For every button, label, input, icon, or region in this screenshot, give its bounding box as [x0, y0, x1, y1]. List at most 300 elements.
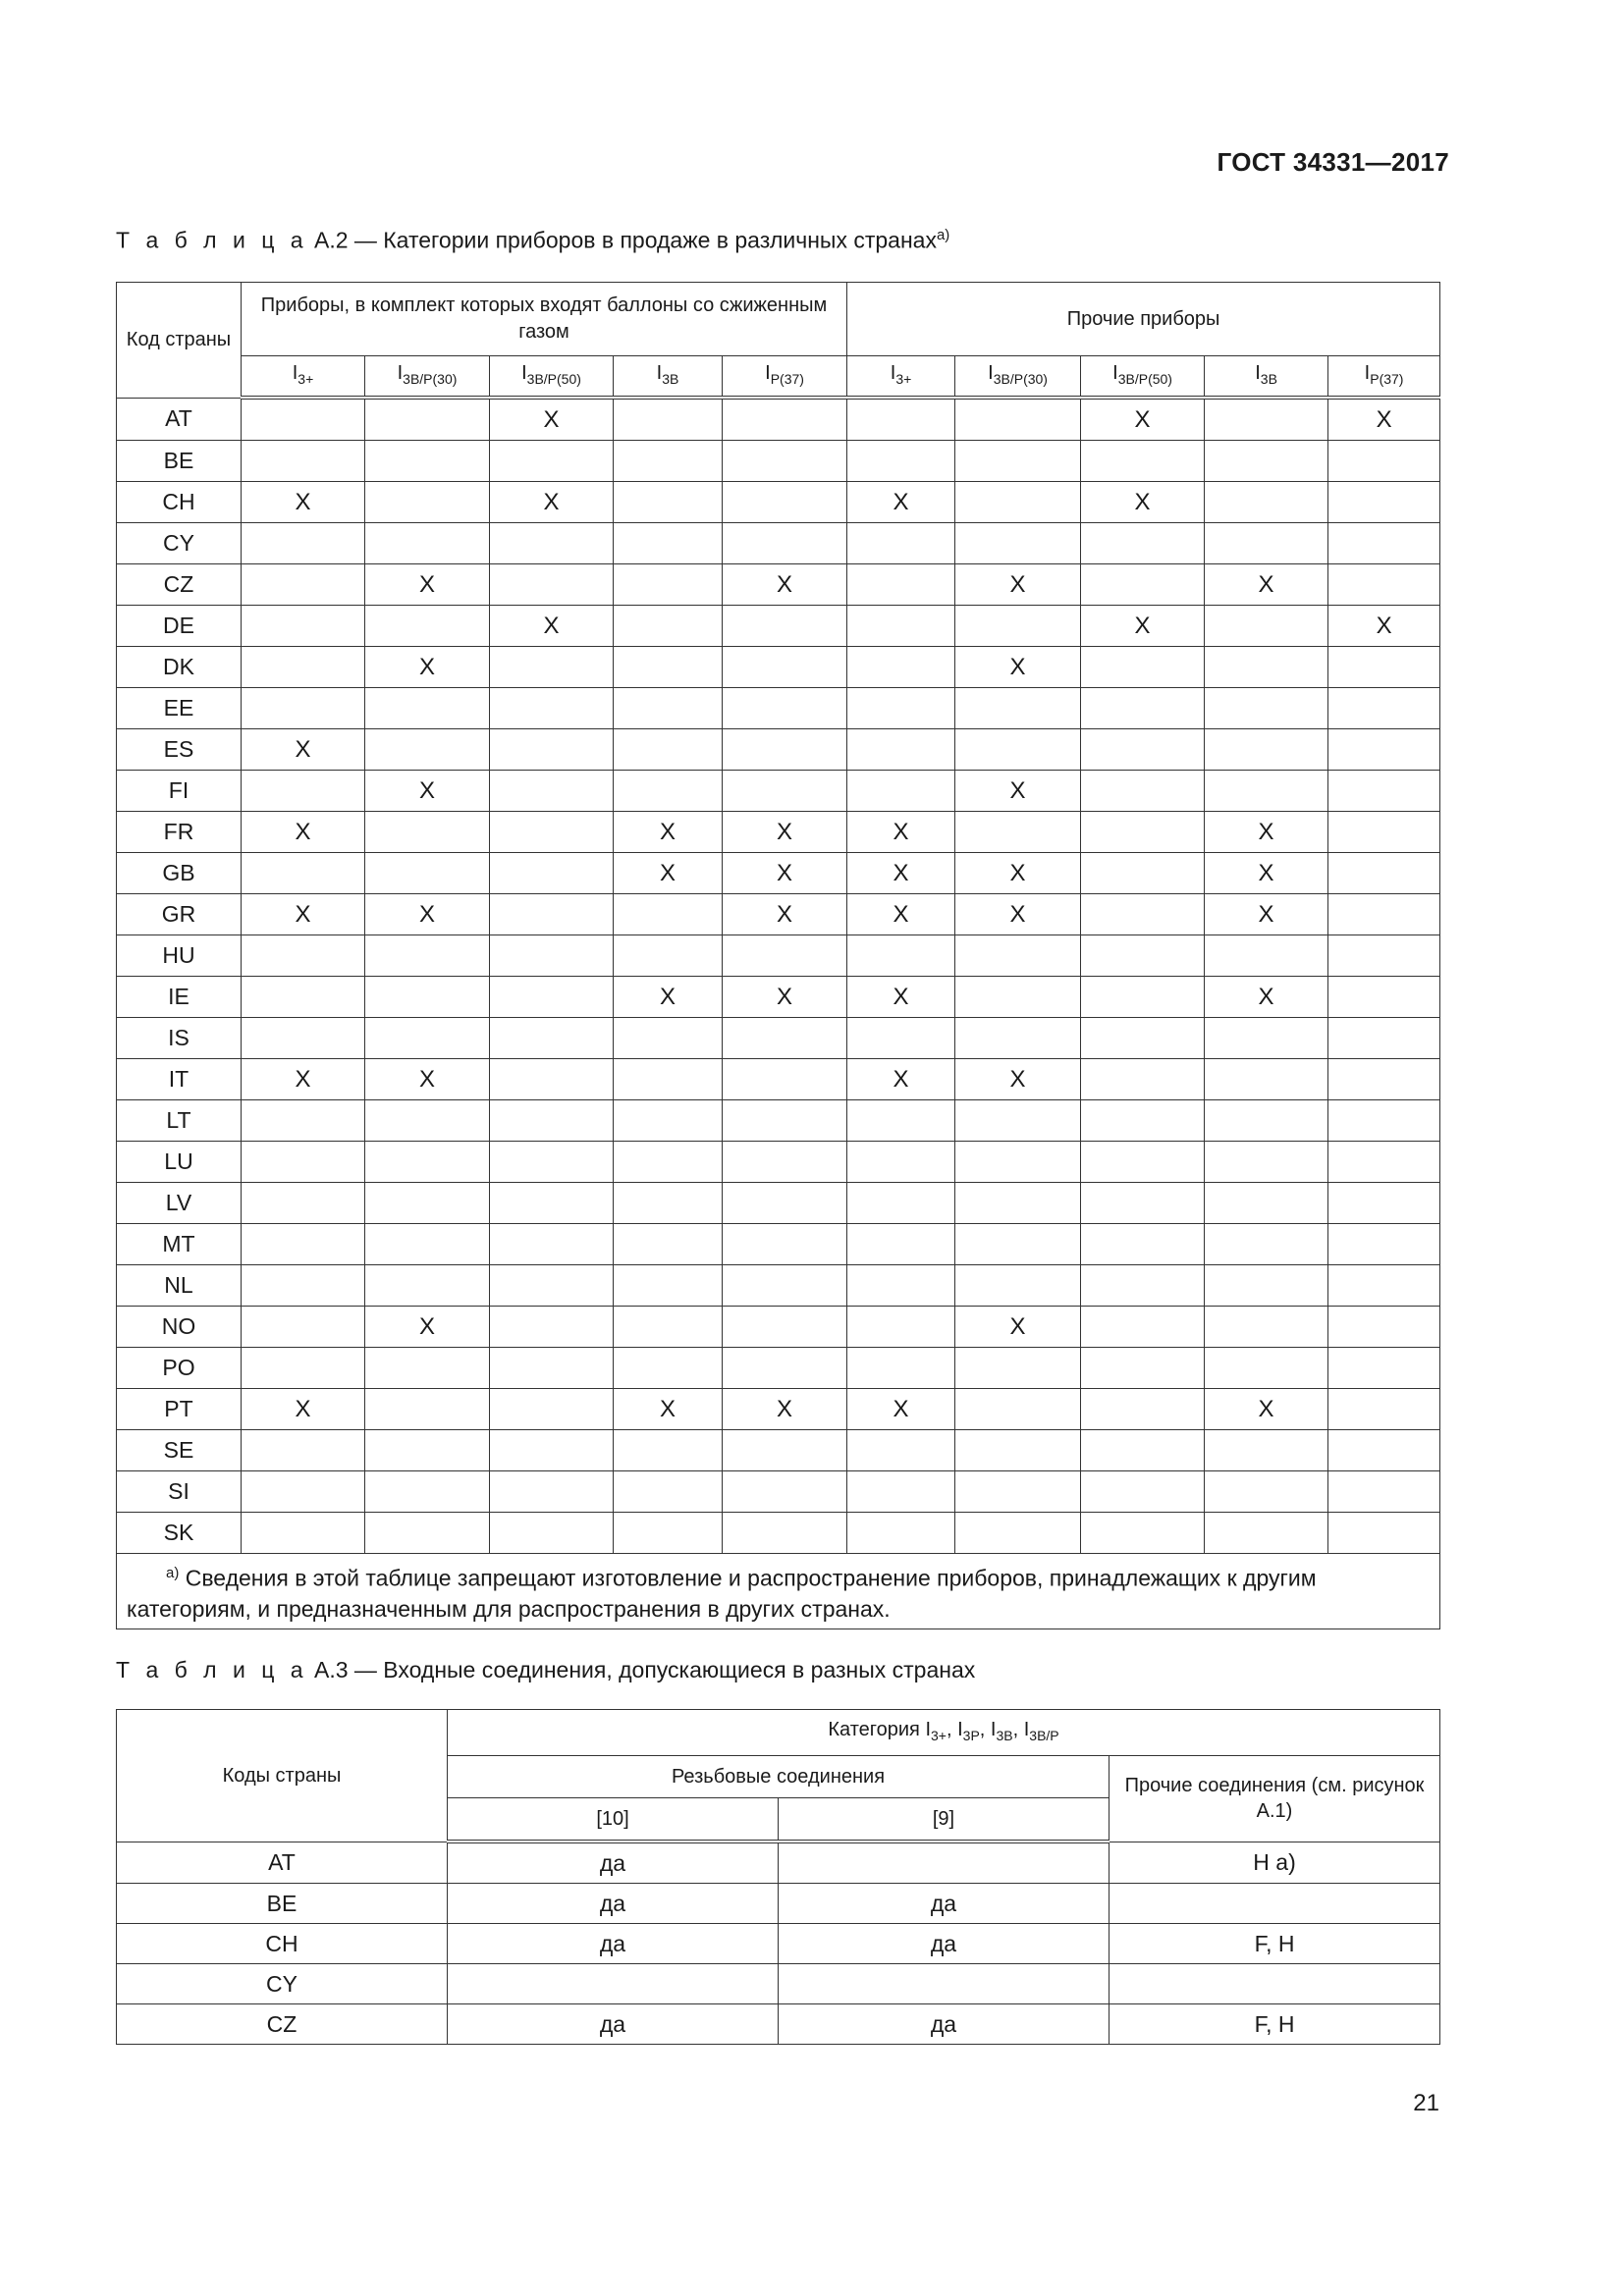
mark-cell: [1205, 1513, 1328, 1554]
caption-label: Т а б л и ц а: [116, 1657, 308, 1682]
mark-cell: [1328, 812, 1440, 853]
country-code-cell: BE: [117, 1884, 448, 1924]
mark-cell: [365, 1224, 490, 1265]
mark-cell: X: [365, 894, 490, 935]
table-a2: [116, 282, 1440, 1629]
mark-cell: [365, 398, 490, 441]
mark-cell: [847, 1348, 955, 1389]
mark-cell: [847, 1142, 955, 1183]
mark-cell: [1328, 1059, 1440, 1100]
category-separator: ,: [979, 1719, 991, 1740]
mark-cell: [242, 441, 365, 482]
table-row: [117, 1964, 1440, 2004]
mark-cell: X: [365, 564, 490, 606]
mark-cell: [614, 935, 723, 977]
mark-cell: [365, 1471, 490, 1513]
mark-cell: [1205, 523, 1328, 564]
country-code-cell: CH: [117, 482, 242, 523]
mark-cell: [847, 647, 955, 688]
category-prefix: Категория: [828, 1719, 926, 1740]
mark-cell: [242, 1471, 365, 1513]
mark-cell: [1328, 1224, 1440, 1265]
header-country-codes: Коды страны: [117, 1710, 448, 1842]
header-ref-10: [10]: [448, 1798, 779, 1842]
mark-cell: [1328, 564, 1440, 606]
mark-cell: [847, 1265, 955, 1307]
mark-cell: X: [955, 853, 1081, 894]
mark-cell: X: [242, 894, 365, 935]
mark-cell: X: [955, 564, 1081, 606]
mark-cell: [1081, 1430, 1205, 1471]
mark-cell: [955, 1430, 1081, 1471]
table-row: [117, 688, 1440, 729]
mark-cell: [242, 1142, 365, 1183]
category-base: I: [890, 361, 896, 384]
mark-cell: X: [242, 812, 365, 853]
mark-cell: [365, 606, 490, 647]
table-a2-caption: [116, 227, 949, 254]
mark-cell: [1205, 729, 1328, 771]
mark-cell: [1328, 1513, 1440, 1554]
mark-cell: [955, 1224, 1081, 1265]
mark-cell: [955, 1513, 1081, 1554]
mark-cell: [242, 688, 365, 729]
mark-cell: [242, 564, 365, 606]
mark-cell: [614, 1142, 723, 1183]
table-row: [117, 853, 1440, 894]
subheader-category: [365, 356, 490, 399]
mark-cell: X: [1328, 398, 1440, 441]
mark-cell: X: [242, 729, 365, 771]
mark-cell: [1328, 1307, 1440, 1348]
mark-cell: [614, 398, 723, 441]
country-code-cell: FR: [117, 812, 242, 853]
mark-cell: [955, 1265, 1081, 1307]
mark-cell: [1328, 1389, 1440, 1430]
table-row: [117, 1430, 1440, 1471]
mark-cell: [847, 935, 955, 977]
country-code-cell: NL: [117, 1265, 242, 1307]
mark-cell: [1328, 482, 1440, 523]
caption-text: А.2 — Категории приборов в продаже в различных странах: [307, 227, 937, 253]
mark-cell: [1081, 564, 1205, 606]
footnote-mark: a): [166, 1565, 180, 1581]
mark-cell: [365, 441, 490, 482]
mark-cell: [723, 398, 847, 441]
mark-cell: [242, 771, 365, 812]
country-code-cell: GB: [117, 853, 242, 894]
mark-cell: [1328, 1430, 1440, 1471]
mark-cell: [847, 729, 955, 771]
country-code-cell: MT: [117, 1224, 242, 1265]
other-connections-cell: [1110, 1964, 1440, 2004]
mark-cell: [1081, 647, 1205, 688]
mark-cell: [490, 729, 614, 771]
mark-cell: [1081, 688, 1205, 729]
mark-cell: [1328, 853, 1440, 894]
category-subscript: 3P: [962, 1728, 980, 1743]
table-row: [117, 1471, 1440, 1513]
mark-cell: [1205, 1059, 1328, 1100]
mark-cell: [614, 688, 723, 729]
mark-cell: X: [723, 853, 847, 894]
mark-cell: [955, 523, 1081, 564]
category-subscript: 3B: [1260, 370, 1277, 387]
mark-cell: [847, 1471, 955, 1513]
category-base: I: [1255, 361, 1261, 384]
mark-cell: [490, 523, 614, 564]
mark-cell: [955, 729, 1081, 771]
caption-footnote-mark: a): [936, 227, 950, 243]
mark-cell: [955, 688, 1081, 729]
mark-cell: [847, 688, 955, 729]
mark-cell: [490, 1430, 614, 1471]
mark-cell: [1081, 523, 1205, 564]
mark-cell: [955, 935, 1081, 977]
mark-cell: [1205, 1224, 1328, 1265]
mark-cell: [1081, 1513, 1205, 1554]
mark-cell: [614, 1100, 723, 1142]
table-a3-caption: [116, 1657, 975, 1683]
mark-cell: [955, 398, 1081, 441]
table-row: [117, 523, 1440, 564]
mark-cell: [242, 1430, 365, 1471]
mark-cell: [847, 1183, 955, 1224]
subheader-category: [1205, 356, 1328, 399]
mark-cell: [365, 688, 490, 729]
mark-cell: [365, 482, 490, 523]
threaded-10-cell: да: [448, 1924, 779, 1964]
mark-cell: [723, 523, 847, 564]
mark-cell: [242, 1307, 365, 1348]
category-base: I: [925, 1719, 931, 1740]
mark-cell: [490, 1059, 614, 1100]
country-code-cell: LU: [117, 1142, 242, 1183]
mark-cell: X: [1081, 398, 1205, 441]
mark-cell: [490, 1100, 614, 1142]
mark-cell: [1081, 441, 1205, 482]
table-a3: [116, 1709, 1440, 2045]
category-subscript: 3B/P(30): [993, 370, 1048, 387]
threaded-10-cell: да: [448, 2004, 779, 2045]
mark-cell: [490, 1471, 614, 1513]
country-code-cell: CZ: [117, 564, 242, 606]
mark-cell: [955, 606, 1081, 647]
mark-cell: X: [847, 1059, 955, 1100]
country-code-cell: CY: [117, 1964, 448, 2004]
mark-cell: X: [490, 398, 614, 441]
table-row: [117, 812, 1440, 853]
table-row: [117, 1348, 1440, 1389]
mark-cell: [847, 1307, 955, 1348]
mark-cell: [723, 729, 847, 771]
footnote-text: Сведения в этой таблице запрещают изготовление и распространение приборов, принадлежащих к другим категориям, и предназначенным для распространения в других странах.: [127, 1565, 1317, 1622]
mark-cell: [1081, 1471, 1205, 1513]
country-code-cell: LV: [117, 1183, 242, 1224]
mark-cell: [847, 1100, 955, 1142]
mark-cell: [1328, 1100, 1440, 1142]
mark-cell: X: [242, 482, 365, 523]
mark-cell: [365, 1389, 490, 1430]
header-other-connections: Прочие соединения (см. рисунок А.1): [1110, 1756, 1440, 1842]
mark-cell: [723, 1307, 847, 1348]
mark-cell: [1328, 729, 1440, 771]
table-row: [117, 1307, 1440, 1348]
other-connections-cell: [1110, 1884, 1440, 1924]
mark-cell: [1081, 1389, 1205, 1430]
subheader-category: [614, 356, 723, 399]
mark-cell: [955, 977, 1081, 1018]
table-row: [117, 977, 1440, 1018]
mark-cell: [955, 1100, 1081, 1142]
mark-cell: [723, 1100, 847, 1142]
mark-cell: X: [365, 1307, 490, 1348]
country-code-cell: CH: [117, 1924, 448, 1964]
table-row: [117, 564, 1440, 606]
mark-cell: X: [490, 606, 614, 647]
country-code-cell: AT: [117, 398, 242, 441]
mark-cell: [614, 1224, 723, 1265]
country-code-cell: IT: [117, 1059, 242, 1100]
threaded-9-cell: да: [779, 1884, 1110, 1924]
mark-cell: [723, 771, 847, 812]
mark-cell: [1081, 1142, 1205, 1183]
country-code-cell: GR: [117, 894, 242, 935]
category-subscript: 3B/P(30): [403, 370, 458, 387]
mark-cell: [614, 647, 723, 688]
mark-cell: [490, 853, 614, 894]
mark-cell: [242, 606, 365, 647]
mark-cell: [1328, 977, 1440, 1018]
mark-cell: [1328, 1348, 1440, 1389]
mark-cell: [1205, 1142, 1328, 1183]
mark-cell: [490, 935, 614, 977]
category-subscript: 3B: [662, 370, 679, 387]
mark-cell: [242, 1018, 365, 1059]
category-subscript: 3+: [931, 1728, 947, 1743]
country-code-cell: DK: [117, 647, 242, 688]
country-code-cell: CZ: [117, 2004, 448, 2045]
mark-cell: X: [1081, 482, 1205, 523]
mark-cell: [490, 894, 614, 935]
mark-cell: X: [723, 977, 847, 1018]
subheader-category: [723, 356, 847, 399]
mark-cell: [614, 1307, 723, 1348]
mark-cell: [1205, 398, 1328, 441]
mark-cell: [723, 1183, 847, 1224]
mark-cell: [847, 1018, 955, 1059]
mark-cell: [1205, 482, 1328, 523]
mark-cell: [614, 1183, 723, 1224]
mark-cell: [365, 1183, 490, 1224]
mark-cell: [614, 729, 723, 771]
mark-cell: [955, 1142, 1081, 1183]
table-row: [117, 1100, 1440, 1142]
mark-cell: [614, 1265, 723, 1307]
mark-cell: [847, 606, 955, 647]
mark-cell: [614, 771, 723, 812]
category-base: I: [656, 361, 663, 384]
mark-cell: [1081, 729, 1205, 771]
mark-cell: [723, 935, 847, 977]
table-row: [117, 1142, 1440, 1183]
subheader-category: [1081, 356, 1205, 399]
mark-cell: [1081, 1183, 1205, 1224]
mark-cell: [365, 1018, 490, 1059]
category-subscript: 3B/P(50): [1117, 370, 1172, 387]
mark-cell: [1328, 1018, 1440, 1059]
mark-cell: [1205, 441, 1328, 482]
mark-cell: X: [1205, 894, 1328, 935]
table-row: [117, 1884, 1440, 1924]
mark-cell: X: [847, 482, 955, 523]
mark-cell: [955, 1471, 1081, 1513]
mark-cell: [1205, 606, 1328, 647]
table-row: [117, 2004, 1440, 2045]
mark-cell: [365, 1513, 490, 1554]
header-group-with-cylinders: Приборы, в комплект которых входят баллоны со сжиженным газом: [242, 283, 847, 356]
threaded-9-cell: [779, 1842, 1110, 1884]
category-subscript: 3B: [996, 1728, 1013, 1743]
table-row: [117, 1224, 1440, 1265]
category-base: I: [1112, 361, 1118, 384]
table-row: [117, 606, 1440, 647]
mark-cell: X: [1205, 1389, 1328, 1430]
mark-cell: X: [365, 1059, 490, 1100]
country-code-cell: ES: [117, 729, 242, 771]
mark-cell: [1328, 771, 1440, 812]
mark-cell: X: [723, 812, 847, 853]
mark-cell: [490, 812, 614, 853]
mark-cell: [1205, 935, 1328, 977]
country-code-cell: CY: [117, 523, 242, 564]
mark-cell: X: [847, 812, 955, 853]
mark-cell: [723, 1513, 847, 1554]
mark-cell: X: [847, 853, 955, 894]
mark-cell: [1081, 894, 1205, 935]
table-row: [117, 1059, 1440, 1100]
table-row: [117, 398, 1440, 441]
other-connections-cell: H a): [1110, 1842, 1440, 1884]
mark-cell: [614, 482, 723, 523]
page-number: 21: [1413, 2090, 1439, 2116]
header-threaded-connections: Резьбовые соединения: [448, 1756, 1110, 1798]
header-group-other: Прочие приборы: [847, 283, 1440, 356]
mark-cell: [614, 894, 723, 935]
mark-cell: [1081, 853, 1205, 894]
category-subscript: 3+: [895, 370, 912, 387]
mark-cell: [723, 441, 847, 482]
mark-cell: [723, 688, 847, 729]
header-category: [448, 1710, 1440, 1756]
mark-cell: [723, 1142, 847, 1183]
mark-cell: [1081, 771, 1205, 812]
mark-cell: X: [955, 1059, 1081, 1100]
mark-cell: [723, 647, 847, 688]
mark-cell: [1205, 647, 1328, 688]
mark-cell: [365, 812, 490, 853]
mark-cell: [1081, 1265, 1205, 1307]
country-code-cell: IS: [117, 1018, 242, 1059]
mark-cell: X: [614, 812, 723, 853]
mark-cell: [1205, 1430, 1328, 1471]
mark-cell: X: [723, 1389, 847, 1430]
mark-cell: [242, 1183, 365, 1224]
threaded-10-cell: [448, 1964, 779, 2004]
mark-cell: [490, 1265, 614, 1307]
table-row: [117, 935, 1440, 977]
category-subscript: P(37): [770, 370, 804, 387]
header-ref-9: [9]: [779, 1798, 1110, 1842]
mark-cell: [242, 1513, 365, 1554]
subheader-category: [847, 356, 955, 399]
mark-cell: [955, 1389, 1081, 1430]
table-row: [117, 771, 1440, 812]
mark-cell: [365, 1348, 490, 1389]
mark-cell: [1081, 812, 1205, 853]
mark-cell: X: [847, 977, 955, 1018]
mark-cell: [955, 1018, 1081, 1059]
mark-cell: X: [1081, 606, 1205, 647]
category-base: I: [521, 361, 527, 384]
mark-cell: [955, 1183, 1081, 1224]
mark-cell: [242, 1100, 365, 1142]
threaded-9-cell: да: [779, 1924, 1110, 1964]
mark-cell: [1081, 1059, 1205, 1100]
mark-cell: [242, 647, 365, 688]
mark-cell: [847, 771, 955, 812]
mark-cell: [1328, 647, 1440, 688]
mark-cell: [847, 1224, 955, 1265]
mark-cell: [1328, 688, 1440, 729]
table-row: [117, 1389, 1440, 1430]
country-code-cell: SI: [117, 1471, 242, 1513]
mark-cell: [1328, 1183, 1440, 1224]
mark-cell: [614, 1059, 723, 1100]
mark-cell: [723, 606, 847, 647]
mark-cell: [614, 1471, 723, 1513]
mark-cell: X: [723, 894, 847, 935]
category-base: I: [1364, 361, 1371, 384]
mark-cell: [242, 1224, 365, 1265]
mark-cell: [1205, 1307, 1328, 1348]
subheader-category: [490, 356, 614, 399]
mark-cell: X: [614, 853, 723, 894]
mark-cell: [1205, 1100, 1328, 1142]
mark-cell: X: [490, 482, 614, 523]
mark-cell: X: [847, 1389, 955, 1430]
mark-cell: [847, 1430, 955, 1471]
country-code-cell: DE: [117, 606, 242, 647]
country-code-cell: PO: [117, 1348, 242, 1389]
mark-cell: [723, 1265, 847, 1307]
mark-cell: [1205, 1018, 1328, 1059]
threaded-10-cell: да: [448, 1884, 779, 1924]
mark-cell: [614, 1018, 723, 1059]
category-base: I: [1023, 1719, 1030, 1740]
mark-cell: X: [955, 894, 1081, 935]
table-row: [117, 1018, 1440, 1059]
mark-cell: X: [365, 647, 490, 688]
header-country-code: Код страны: [117, 283, 242, 399]
mark-cell: [847, 1513, 955, 1554]
mark-cell: [1328, 523, 1440, 564]
mark-cell: [723, 482, 847, 523]
table-row: [117, 1183, 1440, 1224]
mark-cell: [490, 977, 614, 1018]
mark-cell: [1081, 935, 1205, 977]
category-base: I: [765, 361, 771, 384]
